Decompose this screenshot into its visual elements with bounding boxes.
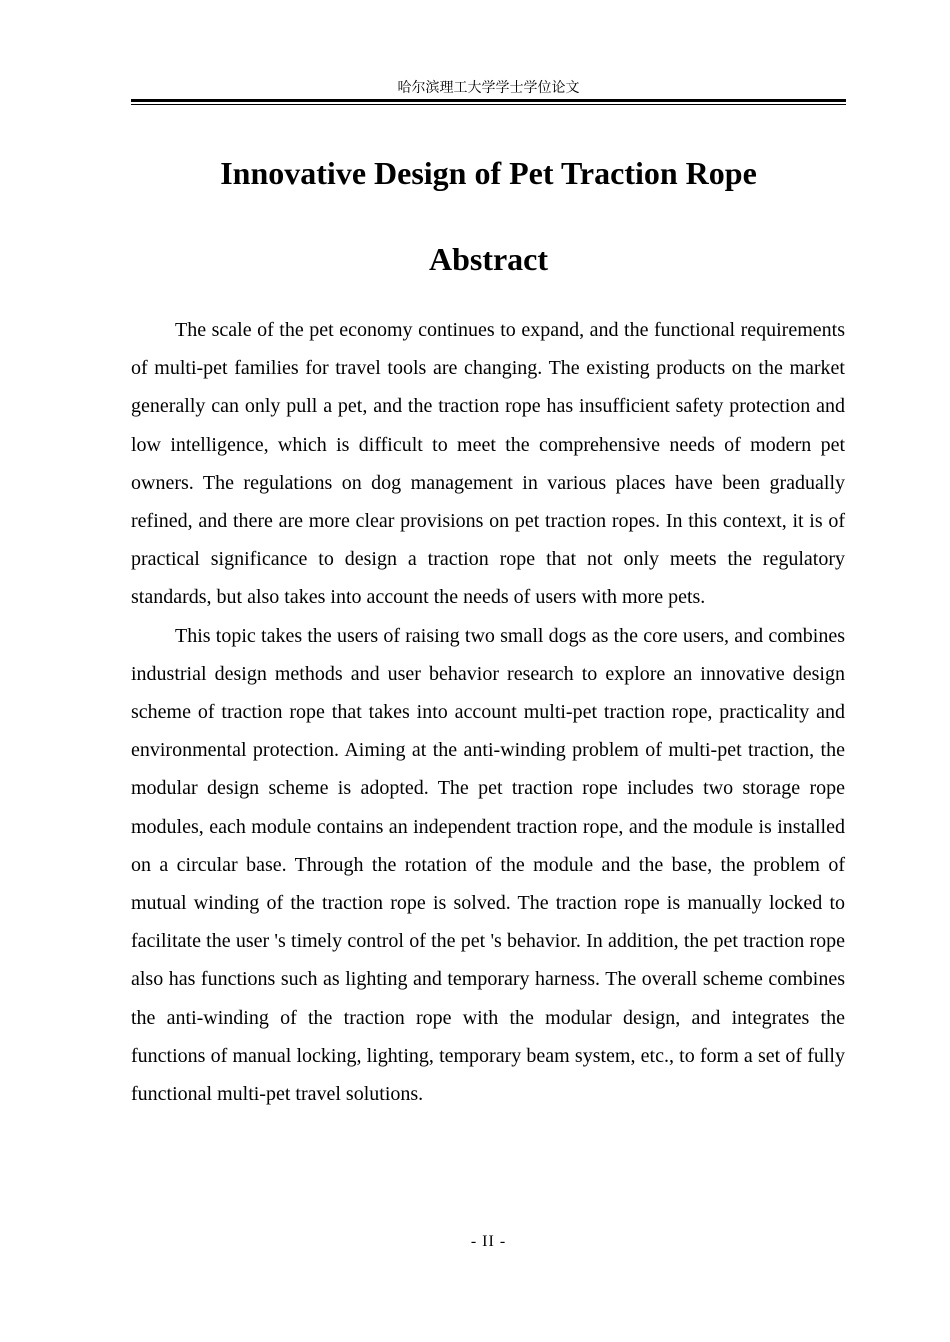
header-rule-thick <box>131 99 846 102</box>
header-rule-thin <box>131 104 846 105</box>
abstract-paragraph-1: The scale of the pet economy continues to expand, and the functional requirements of multi-pet families for travel tools are changing. The existing products on the market generally can only pull a pet, and the traction rope has insufficient safety protection and low intelligence, which is difficult to meet the comprehensive needs of modern pet owners. The regulations on dog management in various places have been gradually refined, and there are more clear provisions on pet traction ropes. In this context, it is of practical significance to design a traction rope that not only meets the regulatory standards, but also takes into account the needs of users with more pets. <box>131 319 845 609</box>
abstract-heading: Abstract <box>428 241 549 277</box>
abstract-body <box>131 311 845 1113</box>
document-title: Innovative Design of Pet Traction Rope <box>220 155 757 191</box>
abstract-paragraph-2: This topic takes the users of raising two small dogs as the core users, and combines industrial design methods and user behavior research to explore an innovative design scheme of traction rope that takes into account multi-pet traction rope, practicality and environmental protection. Aiming at the anti-winding problem of multi-pet traction, the modular design scheme is adopted. The pet traction rope includes two storage rope modules, each module contains an independent traction rope, and the module is installed on a circular base. Through the rotation of the module and the base, the problem of mutual winding of the traction rope is solved. The traction rope is manually locked to facilitate the user 's timely control of the pet 's behavior. In addition, the pet traction rope also has functions such as lighting and temporary harness. The overall scheme combines the anti-winding of the traction rope with the modular design, and integrates the functions of manual locking, lighting, temporary beam system, etc., to form a set of fully functional multi-pet travel solutions. <box>131 624 845 1106</box>
page-number: - II - <box>470 1233 507 1250</box>
running-header: 哈尔滨理工大学学士学位论文 <box>397 80 580 96</box>
